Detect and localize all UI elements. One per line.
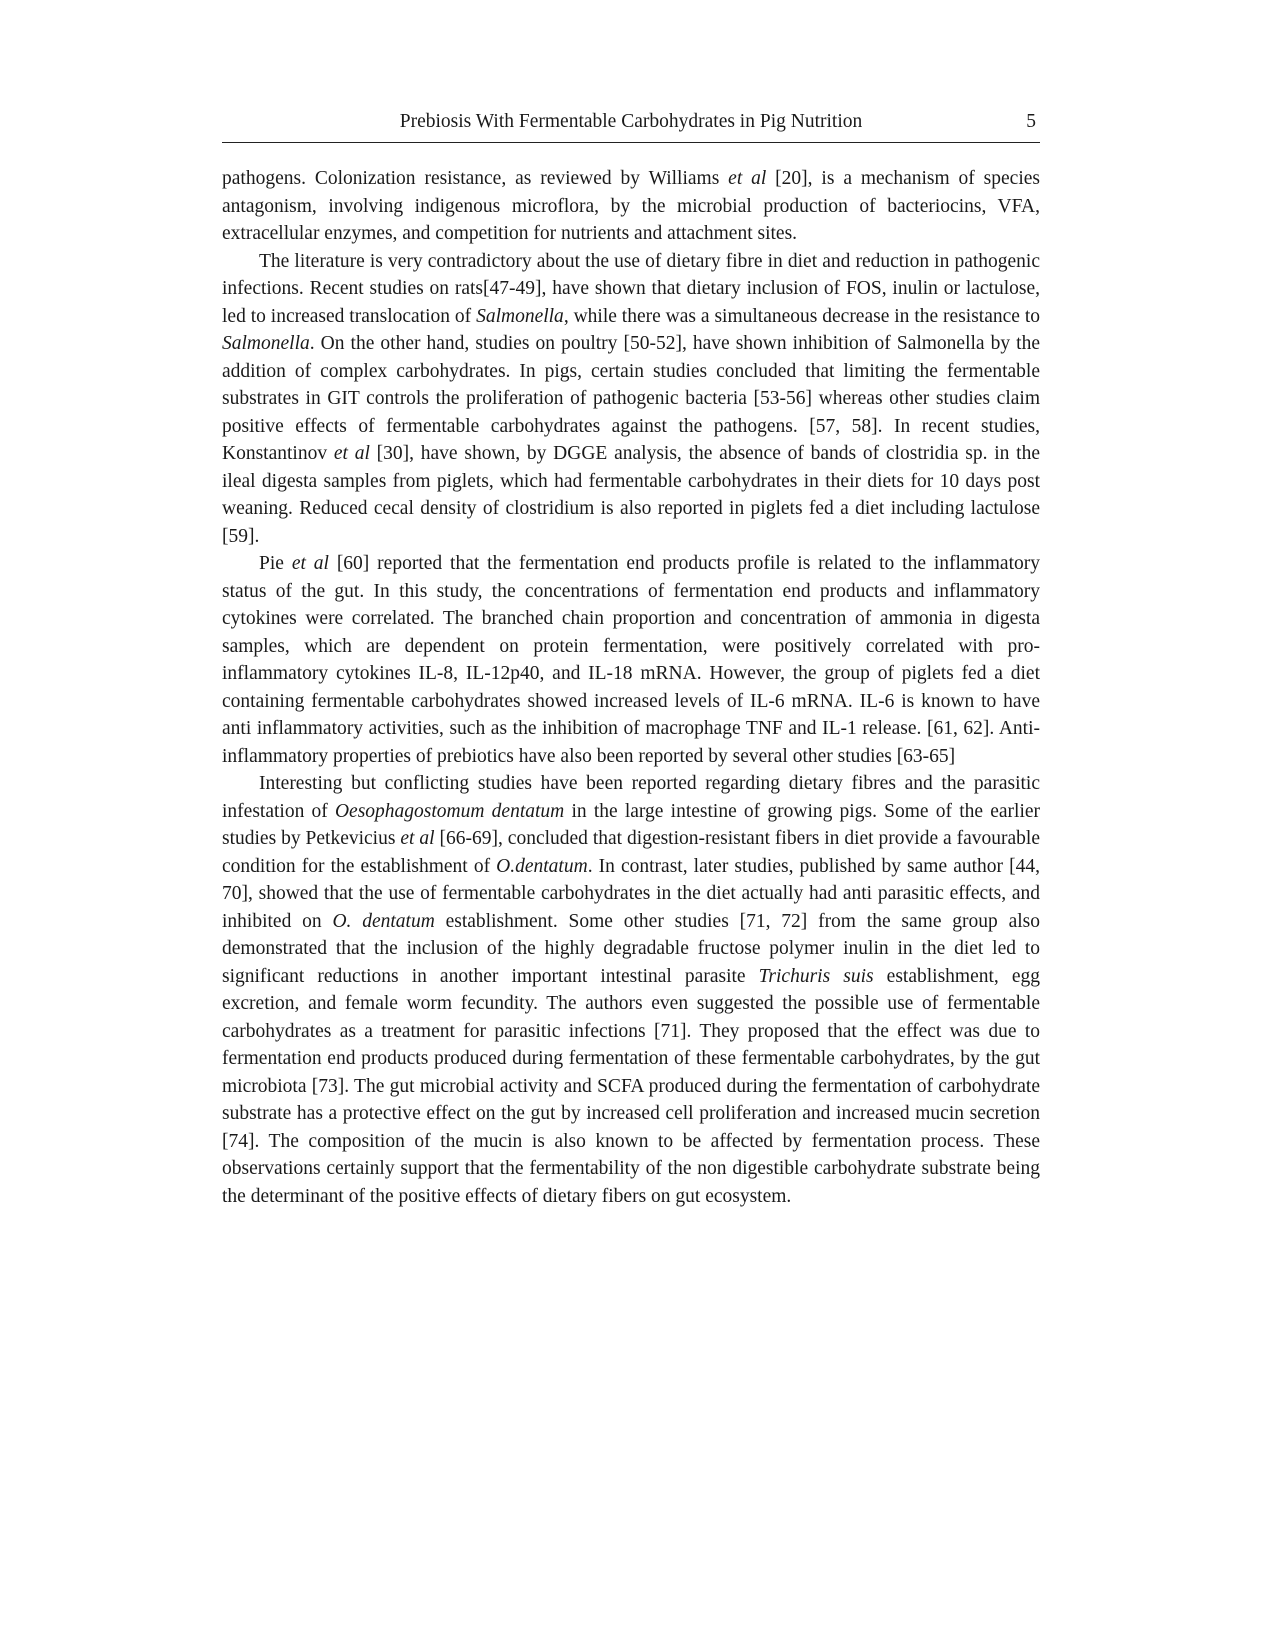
paragraph (222, 550, 1040, 770)
text-run: Pie (259, 553, 292, 574)
text-run-italic: et al (728, 168, 767, 189)
text-run: , while there was a simultaneous decrease in the resistance to (563, 305, 1040, 327)
text-run: . In contrast, later studies, published by same author [44, 70], showed that the use of fermentable carbohydrates in the diet actually had anti parasitic effects, and inhibited on (222, 855, 1040, 932)
paragraph (222, 770, 1040, 1210)
text-run-italic: Trichuris suis (758, 965, 874, 987)
text-run: in the large intestine of growing pigs. Some of the earlier studies by Petkevicius (222, 800, 1041, 849)
text-run: establishment, egg excretion, and female worm fecundity. The authors even suggested the possible use of fermentable carbohydrates as a treatment for parasitic infections [71]. They proposed that the effect was due to fermentation end products produced during fermentation of these fermentable carbohydrates, by the gut microbiota [73]. The gut microbial activity and SCFA produced during the fermentation of carbohydrate substrate has a protective effect on the gut by increased cell proliferation and increased mucin secretion [74]. The composition of the mucin is also known to be affected by fermentation process. These observations certainly support that the fermentability of the non digestible carbohydrate substrate being the determinant of the positive effects of dietary fibers on gut ecosystem. (222, 965, 1041, 1207)
page-header (222, 102, 1040, 143)
text-run-italic: Oesophagostomum dentatum (334, 800, 565, 822)
text-run-italic: Salmonella (222, 333, 310, 354)
page-number: 5 (1026, 111, 1036, 132)
text-run-italic: O. dentatum (332, 910, 435, 932)
paragraph-continued (222, 165, 1040, 248)
text-run: Interesting but conflicting studies have been reported regarding dietary fibres and the parasitic infestation of (222, 773, 1040, 822)
text-run: [20], is a mechanism of species antagonism, involving indigenous microflora, by the microbial production of bacteriocins, VFA, extracellular enzymes, and competition for nutrients and attachment sites. (222, 168, 1040, 244)
text-run-italic: O.dentatum (496, 855, 588, 877)
text-run: . On the other hand, studies on poultry [50-52], have shown inhibition of Salmonella by the addition of complex carbohydrates. In pigs, certain studies concluded that limiting the fermentable substrates in GIT controls the proliferation of pathogenic bacteria [53-56] whereas other studies claim positive effects of fermentable carbohydrates against the pathogens. [57, 58]. In recent studies, Konstantinov (222, 333, 1040, 464)
text-run: pathogens. Colonization resistance, as reviewed by Williams (222, 168, 729, 189)
text-run-italic: Salmonella (476, 305, 564, 327)
text-run: The literature is very contradictory about the use of dietary fibre in diet and reduction in pathogenic infections. Recent studies on rats[47-49], have shown that dietary inclusion of FOS, inulin or lactulose, led to increased translocation of (222, 250, 1040, 327)
text-run-italic: et al (400, 828, 435, 849)
text-run-italic: et al (333, 443, 370, 464)
paragraph (222, 248, 1040, 551)
text-run: [66-69], concluded that digestion-resistant fibers in diet provide a favourable condition for the establishment of (222, 828, 1040, 877)
text-run-italic: et al (291, 553, 329, 574)
text-run: [60] reported that the fermentation end products profile is related to the inflammatory status of the gut. In this study, the concentrations of fermentation end products and inflammatory cytokines were correlated. The branched chain proportion and concentration of ammonia in digesta samples, which are dependent on protein fermentation, were positively correlated with pro-inflammatory cytokines IL-8, IL-12p40, and IL-18 mRNA. However, the group of piglets fed a diet containing fermentable carbohydrates showed increased levels of IL-6 mRNA. IL-6 is known to have anti inflammatory activities, such as the inhibition of macrophage TNF and IL-1 release. [61, 62]. Anti-inflammatory properties of prebiotics have also been reported by several other studies [63-65] (222, 553, 1040, 767)
text-run: establishment. Some other studies [71, 72] from the same group also demonstrated that the inclusion of the highly degradable fructose polymer inulin in the diet led to significant reductions in another important intestinal parasite (222, 910, 1041, 987)
body-text (222, 165, 1040, 1210)
running-title: Prebiosis With Fermentable Carbohydrates in Pig Nutrition (399, 111, 863, 132)
text-run: [30], have shown, by DGGE analysis, the absence of bands of clostridia sp. in the ileal digesta samples from piglets, which had fermentable carbohydrates in their diets for 10 days post weaning. Reduced cecal density of clostridium is also reported in piglets fed a diet including lactulose [59]. (222, 443, 1040, 547)
